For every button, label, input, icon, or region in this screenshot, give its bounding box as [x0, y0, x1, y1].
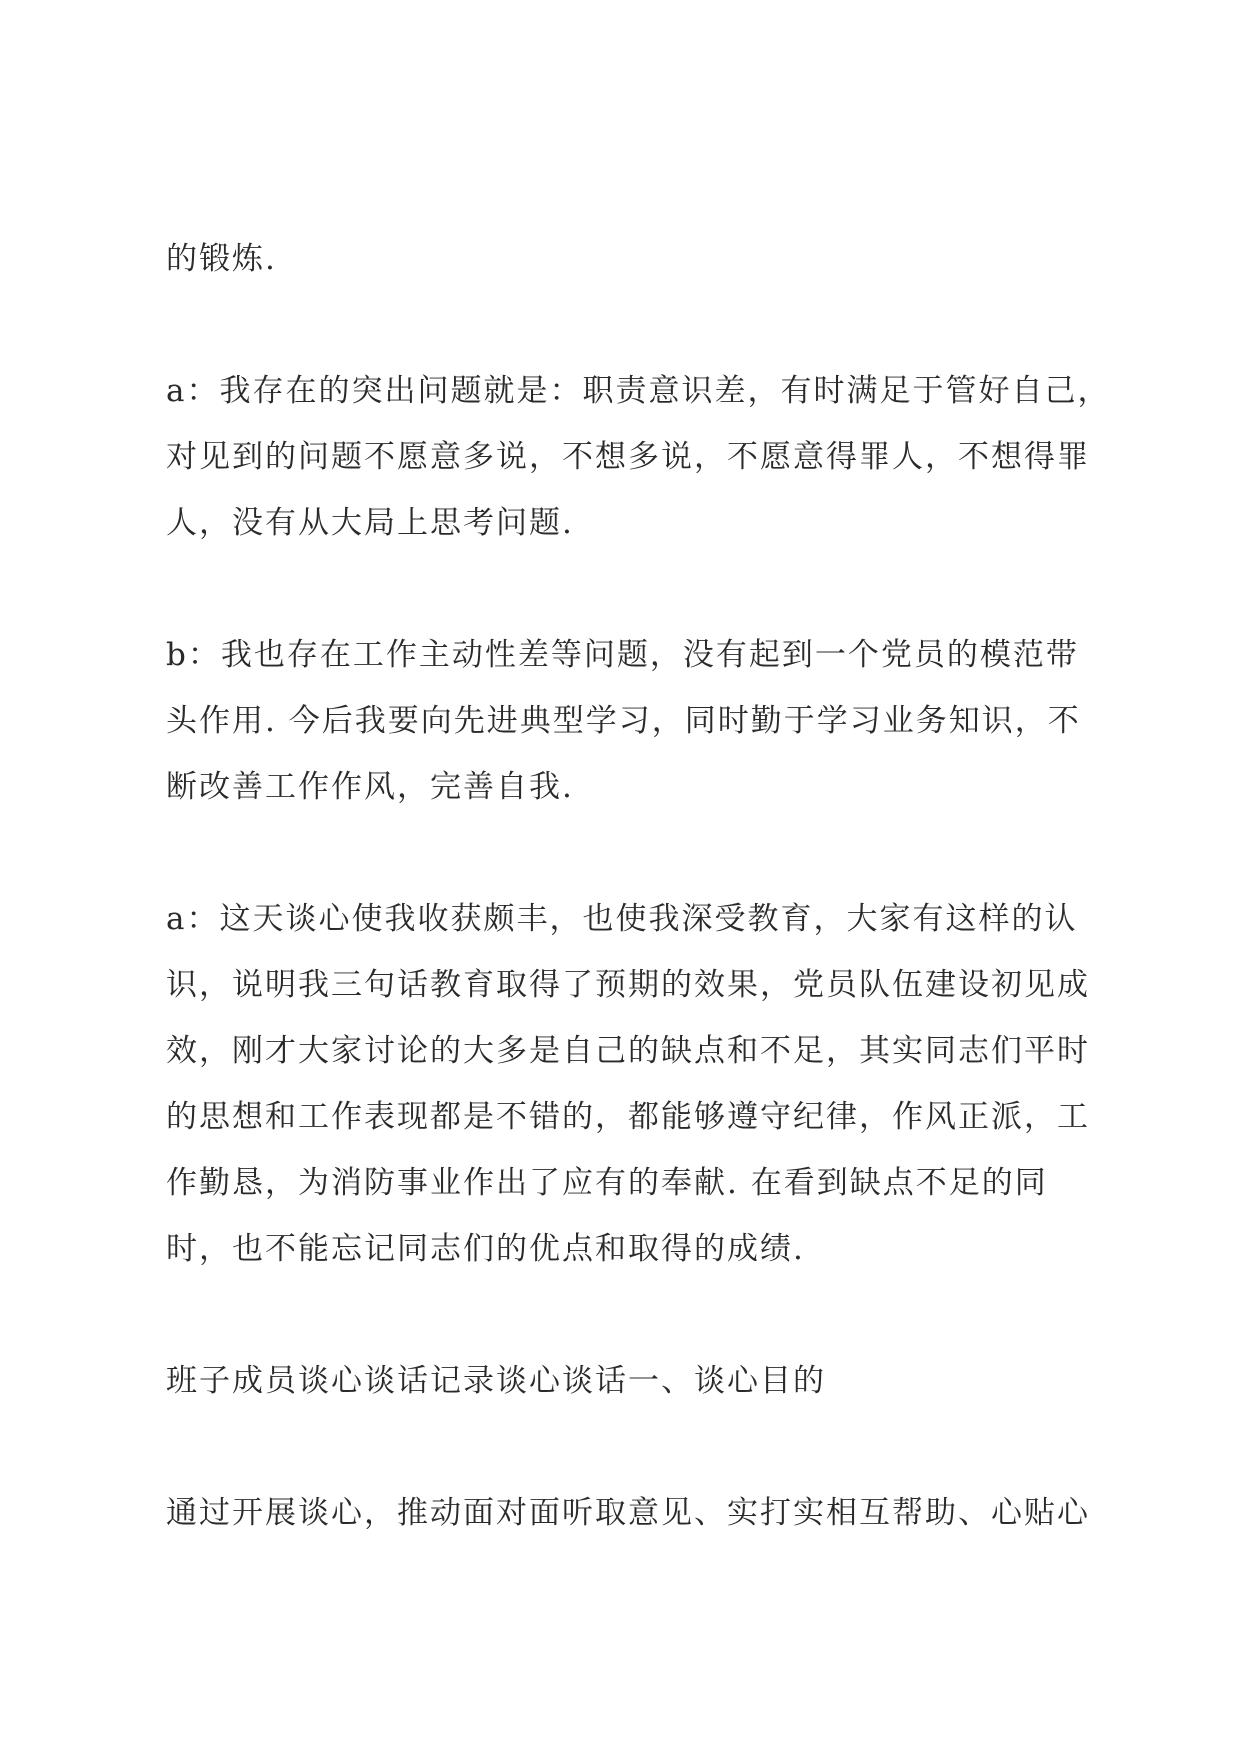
- paragraph-line: 时，也不能忘记同志们的优点和取得的成绩.: [166, 1231, 805, 1267]
- paragraph-line: 通过开展谈心，推动面对面听取意见、实打实相互帮助、心贴心: [166, 1495, 1090, 1531]
- paragraph-line: 班子成员谈心谈话记录谈心谈话一、谈心目的: [166, 1363, 826, 1399]
- paragraph-2: [166, 358, 1111, 556]
- paragraph-5-heading: [166, 1348, 1096, 1414]
- paragraph-line: 断改善工作作风，完善自我.: [166, 769, 574, 805]
- paragraph-line: 头作用. 今后我要向先进典型学习，同时勤于学习业务知识，不: [166, 703, 1081, 739]
- document-body: [166, 226, 1111, 1612]
- paragraph-line: 作勤恳，为消防事业作出了应有的奉献. 在看到缺点不足的同: [166, 1165, 1048, 1201]
- paragraph-line: a：这天谈心使我收获颇丰，也使我深受教育，大家有这样的认: [166, 901, 1078, 937]
- paragraph-line: a：我存在的突出问题就是：职责意识差，有时满足于管好自己，: [166, 373, 1111, 409]
- paragraph-line: 识，说明我三句话教育取得了预期的效果，党员队伍建设初见成: [166, 967, 1090, 1003]
- paragraph-line: 人，没有从大局上思考问题.: [166, 505, 574, 541]
- paragraph-line: 的锻炼.: [166, 241, 277, 277]
- paragraph-line: 对见到的问题不愿意多说，不想多说，不愿意得罪人，不想得罪: [166, 439, 1090, 475]
- paragraph-1: [166, 226, 1096, 292]
- paragraph-3: [166, 622, 1096, 820]
- paragraph-6: [166, 1480, 1096, 1546]
- paragraph-line: 的思想和工作表现都是不错的，都能够遵守纪律，作风正派，工: [166, 1099, 1090, 1135]
- paragraph-4: [166, 886, 1096, 1282]
- paragraph-line: 效，刚才大家讨论的大多是自己的缺点和不足，其实同志们平时: [166, 1033, 1090, 1069]
- paragraph-line: b：我也存在工作主动性差等问题，没有起到一个党员的模范带: [166, 637, 1079, 673]
